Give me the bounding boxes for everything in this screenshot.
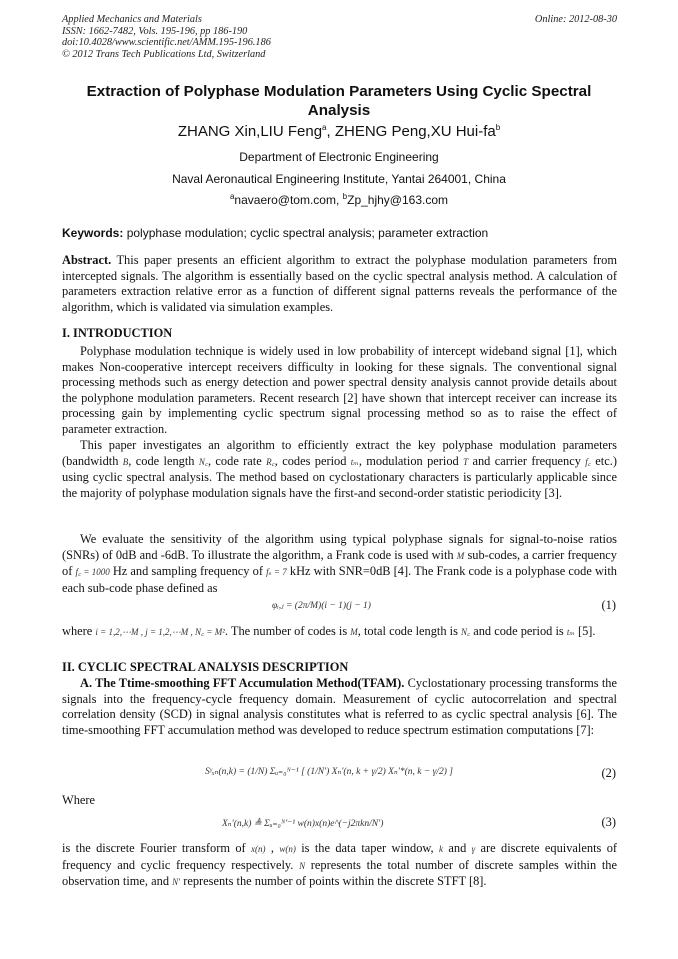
equation-1-number: (1) [601, 598, 616, 612]
email-b-sup: b [342, 192, 348, 201]
sym-codes-period: tₘ [350, 456, 359, 467]
section-2-title: II. CYCLIC SPECTRAL ANALYSIS DESCRIPTION [62, 660, 349, 674]
dft-e: are discrete equivalents of frequency and cyclic frequency respectively. [62, 841, 618, 872]
sym-fc-value: f꜀ = 1000 [75, 567, 110, 578]
journal-name: Applied Mechanics and Materials [62, 14, 202, 25]
section-2-paragraph [62, 676, 617, 738]
dft-a: is the discrete Fourier transform of [62, 841, 252, 855]
sym-code-rate: R꜀ [266, 456, 275, 467]
dft-b: , [265, 841, 280, 855]
equation-3: Xₙ′(n,k) ≜ Σᵤ₌₀ᴺ′⁻¹ w(n)x(n)e^(−j2πkn/N′) [222, 819, 384, 829]
sym-carrier: f꜀ [585, 456, 591, 467]
keywords-label: Keywords: [62, 226, 124, 240]
online-date: Online: 2012-08-30 [534, 14, 617, 25]
intro-p2-b: , code length [128, 453, 199, 468]
dft-paragraph [62, 841, 617, 891]
equation-1: φᵢ,ⱼ = (2π/M)(i − 1)(j − 1) [272, 601, 371, 611]
subsection-a-text: Cyclostationary processing transforms the signals into the frequency-cycle frequency domain. Measurement of cyclic autocorrelation and spectral correlation density (SCD) in signal analysis constitutes what is referred to as cyclic spectral analysis [6]. The time-smoothing FFT accumulation method was developed to reduce spectrum estimation computations [7]: [62, 676, 617, 737]
intro-p2-c: , code rate [207, 453, 267, 468]
where-e: [5]. [574, 624, 596, 638]
doi-line: doi:10.4028/www.scientific.net/AMM.195-196.186 [62, 37, 271, 49]
equation-3-number: (3) [601, 815, 616, 829]
copyright-line: © 2012 Trans Tech Publications Ltd, Switzerland [62, 48, 266, 60]
affiliation-institute: Naval Aeronautical Engineering Institute, Yantai 264001, China [172, 172, 506, 186]
equation-2-number: (2) [601, 766, 616, 780]
email-b[interactable]: Zp_hjhy@163.com [347, 193, 449, 207]
intro-p3-d: kHz with SNR=0dB [4]. The Frank code is a polyphase code with each sub-code phase defined as [62, 564, 617, 595]
author-2-sup: b [495, 123, 501, 132]
email-a-sup: a [229, 192, 235, 201]
intro-p2-e: , modulation period [358, 453, 464, 468]
sym-M-2: M [350, 627, 358, 637]
author-1-sup: a [322, 123, 327, 132]
equation-2: Sᵞₓₙ(n,k) = (1/N) Σᵤ₌₀ᴺ⁻¹ [ (1/N′) Xₙ′(n, k + γ/2) Xₙ′*(n, k − γ/2) ] [205, 767, 454, 777]
author-1: ZHANG Xin,LIU Feng [177, 123, 323, 140]
sym-fs-value: fₛ = 7 [266, 567, 287, 578]
abstract-text: This paper presents an efficient algorithm to extract the polyphase modulation parameters from intercepted signals. The algorithm is essentially based on the cyclic spectral analysis method. A calculation of parameters extraction relative error as a function of different signal patterns reveals the performance of the algorithm, which is validated via simulation examples. [62, 253, 617, 314]
abstract [62, 253, 617, 315]
sym-x-n: x(n) [251, 844, 266, 854]
sym-Nc-2: N꜀ [461, 627, 471, 637]
sym-k: k [439, 844, 444, 854]
dft-d: and [443, 841, 472, 855]
subsection-a-title: A. The Ttime-smoothing FFT Accumulation Method(TFAM). [80, 676, 405, 690]
where-a: where [62, 624, 96, 638]
dft-c: is the data taper window, [295, 841, 440, 855]
affiliation-dept: Department of Electronic Engineering [239, 150, 439, 164]
where-label: Where [62, 793, 96, 807]
keywords [62, 226, 617, 240]
sym-tm-2: tₘ [566, 627, 575, 637]
abstract-label: Abstract. [62, 253, 112, 267]
sym-code-length: N꜀ [198, 456, 208, 467]
sym-N: N [299, 860, 306, 871]
author-2: , ZHENG Peng,XU Hui-fa [326, 123, 496, 140]
paper-title: Extraction of Polyphase Modulation Parameters Using Cyclic Spectral Analysis [86, 83, 592, 119]
intro-p2-f: and carrier frequency [468, 453, 586, 468]
intro-p3-a: We evaluate the sensitivity of the algorithm using typical polyphase signals for signal-to-noise ratios (SNRs) of 0dB and -6dB. To illustrate the algorithm, a Frank code is used with [62, 532, 617, 562]
dft-f: represents the total number of discrete samples within the observation time, and [62, 857, 617, 889]
where-paragraph [62, 624, 617, 641]
where-c: , total code length is [357, 624, 462, 638]
intro-p2-g: etc.) using cyclic spectral analysis. The method based on cyclostationary characters is particularly applicable since the majority of polyphase modulation signals have the first-and second-order statistic periodicity [3]. [62, 453, 617, 500]
keywords-text: polyphase modulation; cyclic spectral analysis; parameter extraction [126, 226, 489, 240]
intro-paragraph-3 [62, 532, 617, 596]
intro-p2-a: This paper investigates an algorithm to efficiently extract the key polyphase modulation parameters (bandwidth [62, 438, 617, 468]
sym-bandwidth: B [122, 456, 129, 467]
intro-p3-c: Hz and sampling frequency of [109, 564, 267, 579]
sym-w-n: w(n) [279, 844, 296, 854]
sym-where-values: i = 1,2,⋯M , j = 1,2,⋯M , N꜀ = M² [95, 627, 225, 637]
intro-paragraph-1: Polyphase modulation technique is widely used in low probability of intercept wideband signal [1], which makes Non-cooperative intercept receivers difficulty in looking for these signals. The conventional signal processing methods such as energy detection and power spectral density analysis cannot provide details about the polyphone modulation parameters. Recent research [2] have shown that intercept receiver can increase its processing gain by implementing cyclic spectrum signal processing method so as to raise the effect of parameter extraction. [62, 344, 617, 436]
sym-N-prime: N′ [172, 877, 181, 888]
email-a[interactable]: navaero@tom.com, [234, 193, 343, 207]
where-d: and code period is [470, 624, 567, 638]
dft-g: represents the number of points within the discrete STFT [8]. [180, 874, 487, 889]
where-b: . The number of codes is [224, 624, 351, 638]
author-list [64, 123, 614, 140]
sym-gamma: γ [471, 844, 476, 854]
intro-p2-d: , codes period [274, 453, 351, 468]
issn-line: ISSN: 1662-7482, Vols. 195-196, pp 186-190 [62, 25, 248, 37]
intro-paragraph-2 [62, 438, 617, 501]
sym-mod-period: T [463, 456, 469, 467]
sym-M: M [456, 550, 465, 561]
affiliation-emails [64, 193, 614, 207]
section-1-title: I. INTRODUCTION [62, 326, 173, 340]
intro-p3-b: sub-codes, a carrier frequency of [62, 547, 617, 579]
journal-header [62, 14, 617, 60]
